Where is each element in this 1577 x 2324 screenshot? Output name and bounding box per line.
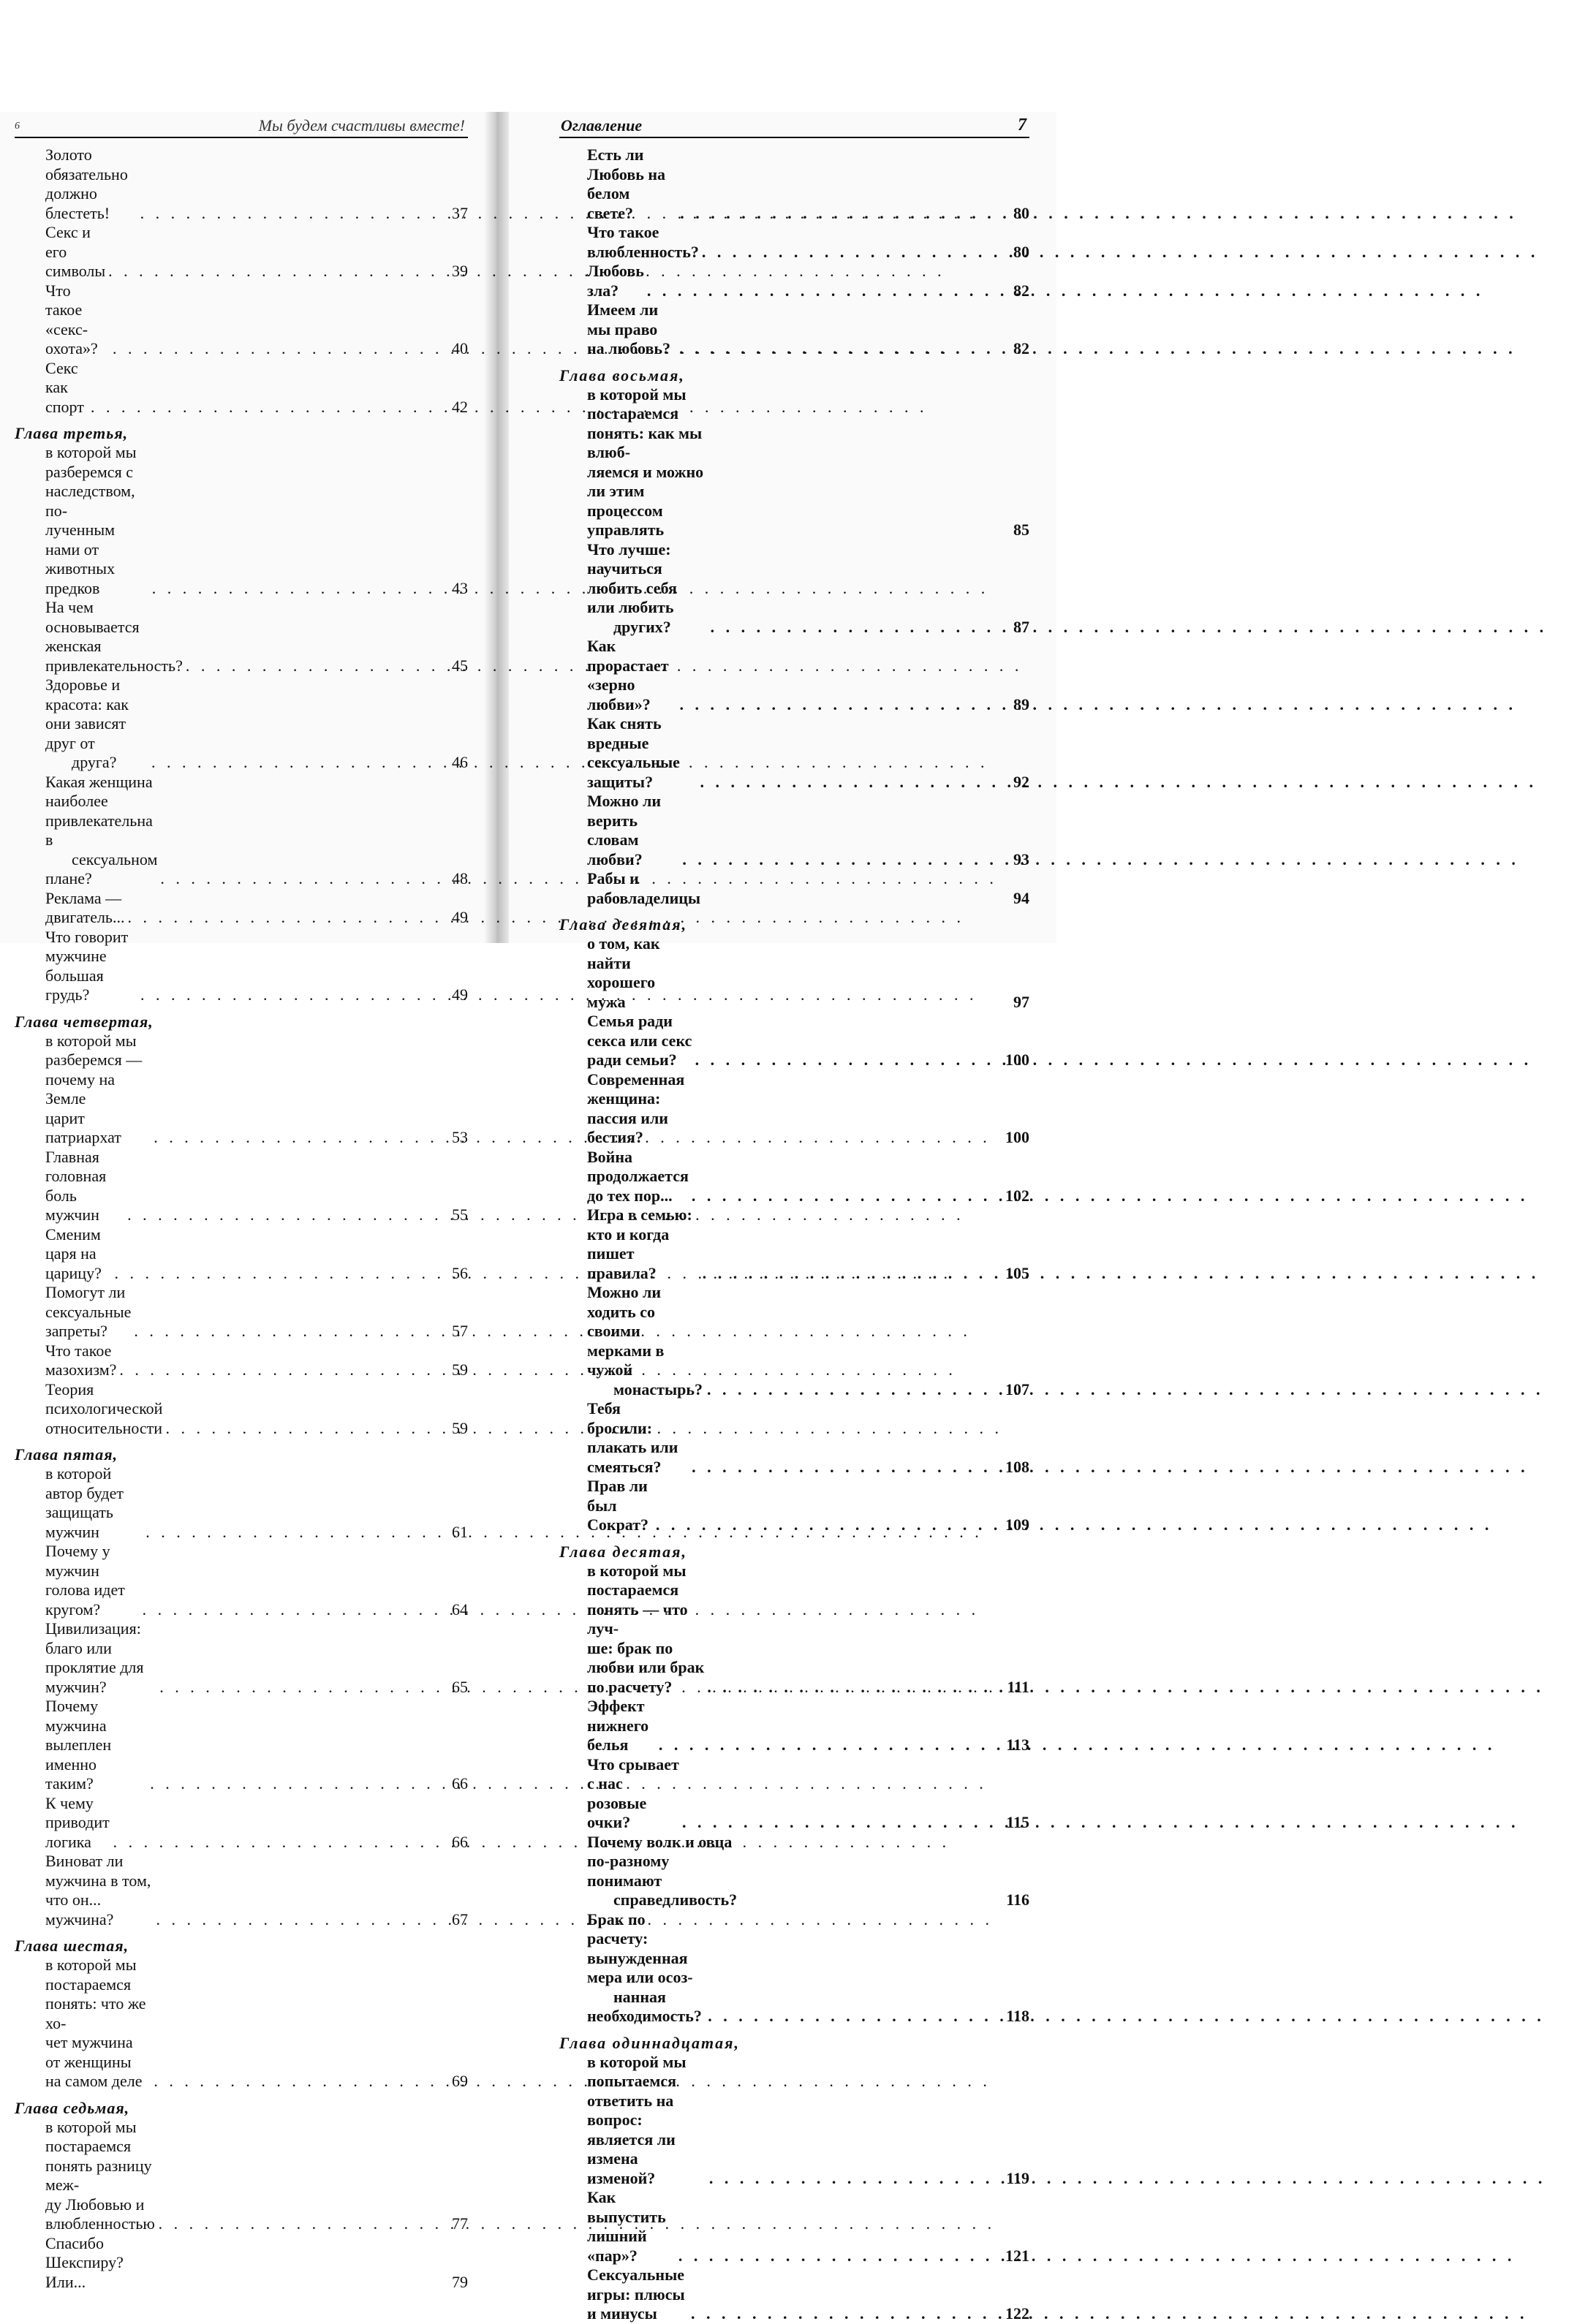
- chapter-heading: Глава девятая,: [559, 915, 688, 934]
- lead-line: в которой мы разберемся с наследством, по-: [45, 443, 137, 520]
- toc-entry[interactable]: [15, 598, 468, 675]
- entry-title: других?: [613, 617, 671, 636]
- entry-page: 111: [1007, 1677, 1029, 1696]
- entry-page: 55: [452, 1205, 468, 1224]
- toc-entry[interactable]: [15, 1542, 468, 1619]
- leader-dots: [154, 1128, 439, 1148]
- leader-dots: [140, 204, 439, 224]
- entry-title: Что такое влюбленность?: [587, 223, 699, 261]
- chapter-lead[interactable]: [15, 2118, 468, 2234]
- entry-page: 94: [1013, 888, 1029, 907]
- entry-page: 66: [452, 1832, 468, 1851]
- entry-page: 53: [452, 1128, 468, 1146]
- lead-line: чет мужчина от женщины на самом деле: [45, 2033, 143, 2090]
- lead-line: в которой автор будет защищать мужчин: [45, 1464, 124, 1541]
- entry-title: Как выпустить лишний «пар»?: [587, 2188, 666, 2265]
- toc-entry[interactable]: [15, 1794, 468, 1852]
- toc-entry[interactable]: [15, 1225, 468, 1284]
- entry-title: Любовь зла?: [587, 262, 644, 300]
- leader-dots: [159, 2214, 439, 2234]
- leader-dots: [707, 1380, 1000, 1400]
- entry-page: 67: [452, 1909, 468, 1929]
- entry-page: 61: [452, 1522, 468, 1541]
- entry-page: 39: [452, 262, 468, 280]
- entry-page: 49: [452, 985, 468, 1004]
- entry-page: 59: [452, 1418, 468, 1437]
- page-number-left: 6: [15, 121, 20, 132]
- toc-entry[interactable]: [15, 1148, 468, 1225]
- entry-title: сексуальном плане?: [45, 849, 158, 887]
- chapter-lead[interactable]: [559, 934, 1029, 1012]
- running-head-left: [15, 112, 468, 138]
- leader-dots: [679, 339, 1000, 359]
- lead-line: в которой мы постараемся понять разницу меж-: [45, 2117, 152, 2194]
- lead-line: в которой мы попытаемся ответить на вопрос:: [587, 2052, 687, 2129]
- entry-title: друга?: [72, 753, 117, 771]
- toc-entry[interactable]: [559, 2266, 1029, 2324]
- entry-page: 87: [1013, 617, 1029, 636]
- chapter-lead[interactable]: [559, 385, 1029, 540]
- entry-title: Что такое «секс-охота»?: [45, 281, 98, 357]
- leader-dots: [165, 1419, 439, 1439]
- entry-page: 85: [1013, 521, 1029, 539]
- toc-entry[interactable]: [559, 1205, 1029, 1283]
- leader-dots: [682, 1813, 1000, 1833]
- entry-title: Сексуальные игры: плюсы и минусы: [587, 2266, 685, 2323]
- entry-title: Что говорит мужчине большая грудь?: [45, 927, 129, 1004]
- leader-dots: [703, 1264, 1000, 1284]
- toc-entry[interactable]: [559, 1477, 1029, 1535]
- entry-title: справедливость?: [613, 1890, 738, 1909]
- entry-title: Что такое мазохизм?: [45, 1341, 117, 1379]
- chapter-lead[interactable]: [15, 1032, 468, 1148]
- toc-entry[interactable]: [559, 1833, 1029, 1910]
- leader-dots: [140, 985, 439, 1005]
- entry-page: 79: [452, 2272, 468, 2291]
- entry-page: 80: [1013, 242, 1029, 261]
- lead-line: в которой мы разберемся — почему на Земле: [45, 1031, 143, 1108]
- entry-title: нанная необходимость?: [587, 1987, 702, 2025]
- leader-dots: [678, 2247, 1000, 2266]
- leader-dots: [692, 1186, 1000, 1206]
- entry-page: 102: [1005, 1186, 1029, 1205]
- toc-entry[interactable]: [15, 1380, 468, 1439]
- entry-page: 37: [452, 203, 468, 222]
- chapter-heading: Глава десятая,: [559, 1542, 688, 1561]
- entry-page: 105: [1005, 1263, 1029, 1282]
- lead-line: в которой мы постараемся понять: что же хо-: [45, 1956, 146, 2032]
- leader-dots: [700, 773, 1000, 792]
- chapter-heading: Глава седьмая,: [15, 2098, 130, 2117]
- entry-page: 80: [1013, 203, 1029, 222]
- entry-page: 46: [452, 753, 468, 771]
- entry-page: 69: [452, 2072, 468, 2090]
- leader-dots: [108, 262, 439, 281]
- leader-dots: [659, 1736, 1000, 1755]
- book-gutter: [484, 112, 509, 943]
- toc-entry[interactable]: [559, 1012, 1029, 1070]
- entry-title: Какая женщина наиболее привлекательна в: [45, 772, 153, 849]
- toc-entry[interactable]: [15, 1283, 468, 1341]
- running-head-right: [559, 112, 1029, 138]
- toc-entry[interactable]: [559, 1148, 1029, 1206]
- leader-dots: [711, 618, 1000, 637]
- leader-dots: [154, 2072, 439, 2092]
- toc-entry[interactable]: [559, 2188, 1029, 2266]
- toc-entry[interactable]: [15, 773, 468, 889]
- chapter-lead[interactable]: [15, 443, 468, 598]
- entry-title: Секс и его символы: [45, 223, 106, 280]
- leader-dots: [186, 656, 439, 676]
- leader-dots: [150, 1774, 439, 1794]
- entry-page: 82: [1013, 339, 1029, 357]
- entry-title: Эффект нижнего белья: [587, 1697, 649, 1754]
- leader-dots: [113, 339, 439, 359]
- leader-dots: [159, 1678, 439, 1697]
- toc-entry[interactable]: [15, 675, 468, 773]
- toc-entry[interactable]: [559, 540, 1029, 637]
- lead-line: ду Любовью и влюбленностью: [45, 2195, 155, 2233]
- entry-title: Семья ради секса или секс ради семьи?: [587, 1012, 692, 1069]
- entry-title: Как прорастает «зерно любви»?: [587, 637, 669, 714]
- lead-line: в которой мы постараемся понять — что луч-: [587, 1561, 688, 1638]
- entry-page: 65: [452, 1677, 468, 1696]
- entry-title: Что срывает с нас розовые очки?: [587, 1755, 679, 1831]
- toc-entry[interactable]: [559, 145, 1029, 223]
- toc-entry[interactable]: [559, 1910, 1029, 2026]
- chapter-heading: Глава восьмая,: [559, 366, 685, 385]
- chapter-heading: Глава одиннадцатая,: [559, 2033, 740, 2052]
- leader-dots: [113, 1833, 439, 1852]
- toc-right: [559, 145, 1029, 2324]
- leader-dots: [702, 243, 1000, 262]
- lead-line: царит патриархат: [45, 1108, 121, 1146]
- entry-title: Спасибо Шекспиру? Или...: [45, 2233, 124, 2291]
- entry-title: Почему волк и овца по-разному понимают: [587, 1832, 733, 1890]
- entry-title: К чему приводит логика: [45, 1793, 110, 1851]
- toc-entry[interactable]: [559, 300, 1029, 359]
- entry-page: 107: [1005, 1379, 1029, 1398]
- toc-entry[interactable]: [559, 1755, 1029, 1833]
- leader-dots: [691, 2304, 1000, 2324]
- entry-page: 93: [1013, 849, 1029, 868]
- leader-dots: [708, 2007, 1000, 2026]
- leader-dots: [680, 204, 1000, 224]
- leader-dots: [656, 1515, 1000, 1535]
- entry-page: 82: [1013, 281, 1029, 300]
- toc-entry[interactable]: [559, 262, 1029, 300]
- toc-entry[interactable]: [559, 1399, 1029, 1477]
- entry-title: Цивилизация: благо или проклятие для мужчин?: [45, 1619, 144, 1696]
- leader-dots: [143, 1600, 439, 1620]
- page-number-right: 7: [1018, 116, 1026, 135]
- entry-title: Рабы и рабовладелицы: [587, 869, 701, 907]
- leader-dots: [707, 1678, 1000, 1697]
- entry-page: 49: [452, 908, 468, 926]
- toc-entry[interactable]: [559, 792, 1029, 869]
- entry-title: Помогут ли сексуальные запреты?: [45, 1283, 132, 1340]
- entry-page: 113: [1006, 1736, 1029, 1754]
- entry-title: Золото обязательно должно блестеть!: [45, 145, 128, 222]
- chapter-heading: Глава шестая,: [15, 1937, 129, 1955]
- toc-entry[interactable]: [15, 223, 468, 281]
- entry-page: 59: [452, 1360, 468, 1379]
- leader-dots: [127, 1205, 439, 1225]
- entry-page: 43: [452, 578, 468, 597]
- entry-title: Тебя бросили: плакать или смеяться?: [587, 1399, 678, 1476]
- lead-line: является ли измена изменой?: [587, 2130, 676, 2187]
- chapter-heading: Глава третья,: [15, 424, 129, 442]
- entry-page: 92: [1013, 772, 1029, 791]
- leader-dots: [682, 850, 1000, 870]
- entry-title: Главная головная боль мужчин: [45, 1147, 107, 1224]
- toc-entry[interactable]: [15, 281, 468, 359]
- toc-entry[interactable]: [15, 1852, 468, 1929]
- entry-title: Война продолжается до тех пор...: [587, 1147, 689, 1205]
- toc-entry[interactable]: [559, 223, 1029, 262]
- toc-entry[interactable]: [559, 1070, 1029, 1148]
- leader-dots: [156, 1910, 439, 1930]
- chapter-lead[interactable]: [15, 1464, 468, 1542]
- entry-title: Имеем ли мы право на любовь?: [587, 300, 671, 357]
- chapter-lead[interactable]: [15, 1956, 468, 2092]
- entry-page: 89: [1013, 694, 1029, 714]
- right-page: [559, 112, 1029, 2323]
- entry-page: 77: [452, 2214, 468, 2233]
- leader-dots: [145, 1523, 439, 1543]
- toc-entry[interactable]: [15, 1697, 468, 1794]
- entry-title: Что лучше: научиться любить себя или любить: [587, 540, 677, 616]
- entry-title: Теория психологической относительности: [45, 1379, 163, 1437]
- toc-entry[interactable]: [559, 1283, 1029, 1399]
- entry-page: 100: [1005, 1051, 1029, 1069]
- toc-entry[interactable]: [15, 359, 468, 417]
- leader-dots: [695, 1051, 1000, 1070]
- entry-page: 56: [452, 1263, 468, 1282]
- leader-dots: [647, 281, 1000, 301]
- entry-page: 57: [452, 1322, 468, 1340]
- toc-entry[interactable]: [559, 1697, 1029, 1755]
- leader-dots: [151, 753, 439, 773]
- entry-title: Современная женщина: пассия или бестия?: [587, 1070, 685, 1146]
- leader-dots: [152, 579, 439, 599]
- entry-page: 66: [452, 1774, 468, 1793]
- toc-entry[interactable]: [559, 714, 1029, 792]
- entry-page: 119: [1006, 2168, 1029, 2187]
- entry-page: 100: [1005, 1128, 1029, 1146]
- entry-page: 116: [1006, 1890, 1029, 1909]
- entry-title: Можно ли ходить со своими мерками в чужой: [587, 1283, 665, 1379]
- entry-title: На чем основывается женская привлекательность?: [45, 598, 183, 675]
- entry-title: Можно ли верить словам любви?: [587, 792, 662, 868]
- leader-dots: [134, 1322, 439, 1341]
- leader-dots: [119, 1360, 439, 1380]
- left-page: [15, 112, 468, 2291]
- entry-page: 64: [452, 1600, 468, 1619]
- entry-title: Виноват ли мужчина в том, что он... мужчина?: [45, 1852, 151, 1929]
- entry-title: Секс как спорт: [45, 358, 84, 416]
- lead-line: ше: брак по любви или брак по расчету?: [587, 1638, 705, 1696]
- entry-title: Есть ли Любовь на белом свете?: [587, 145, 666, 222]
- entry-title: Почему мужчина вылеплен именно таким?: [45, 1697, 112, 1793]
- toc-entry[interactable]: [15, 1619, 468, 1697]
- leader-dots: [709, 2169, 1000, 2189]
- entry-page: 48: [452, 869, 468, 887]
- toc-entry[interactable]: [15, 928, 468, 1005]
- entry-title: Как снять вредные сексуальные защиты?: [587, 714, 680, 791]
- entry-title: Здоровье и красота: как они зависят друг от: [45, 675, 129, 752]
- entry-page: 42: [452, 397, 468, 416]
- toc-entry[interactable]: [15, 889, 468, 928]
- chapter-lead[interactable]: [559, 2053, 1029, 2189]
- entry-page: 122: [1005, 2304, 1029, 2323]
- entry-title: Почему у мужчин голова идет кругом?: [45, 1542, 125, 1619]
- running-title-right: Оглавление: [561, 116, 643, 135]
- toc-entry[interactable]: [15, 1341, 468, 1380]
- chapter-heading: Глава пятая,: [15, 1445, 118, 1464]
- entry-title: Прав ли был Сократ?: [587, 1477, 649, 1534]
- entry-page: 121: [1005, 2246, 1029, 2265]
- toc-entry[interactable]: [559, 637, 1029, 714]
- entry-title: монастырь?: [613, 1379, 703, 1398]
- entry-title: Игра в семью: кто и когда пишет правила?: [587, 1205, 692, 1282]
- chapter-lead[interactable]: [559, 1562, 1029, 1697]
- entry-title: Брак по расчету: вынужденная мера или осоз-: [587, 1909, 693, 1986]
- toc-entry[interactable]: [15, 2234, 468, 2293]
- entry-page: 109: [1005, 1515, 1029, 1534]
- toc-entry[interactable]: [559, 869, 1029, 908]
- entry-page: 97: [1013, 992, 1029, 1011]
- leader-dots: [127, 908, 439, 928]
- running-title-left: Мы будем счастливы вместе!: [258, 116, 465, 135]
- lead-line: о том, как найти хорошего мужа: [587, 934, 660, 1011]
- entry-title: Сменим царя на царицу?: [45, 1225, 102, 1282]
- leader-dots: [692, 1458, 1000, 1477]
- entry-page: 40: [452, 339, 468, 357]
- lead-line: ляемся и можно ли этим процессом управлять: [587, 462, 704, 539]
- entry-page: 45: [452, 656, 468, 675]
- toc-left: [15, 145, 468, 2292]
- leader-dots: [91, 398, 439, 417]
- entry-page: 115: [1006, 1813, 1029, 1831]
- lead-line: в которой мы постараемся понять: как мы влюб-: [587, 385, 703, 461]
- lead-line: лученным нами от животных предков: [45, 521, 116, 597]
- chapter-heading: Глава четвертая,: [15, 1012, 154, 1031]
- leader-dots: [160, 869, 439, 889]
- entry-title: Реклама — двигатель...: [45, 888, 125, 926]
- entry-page: 118: [1006, 2007, 1029, 2025]
- leader-dots: [114, 1264, 439, 1284]
- leader-dots: [679, 695, 1000, 715]
- entry-page: 108: [1005, 1457, 1029, 1476]
- toc-entry[interactable]: [15, 145, 468, 223]
